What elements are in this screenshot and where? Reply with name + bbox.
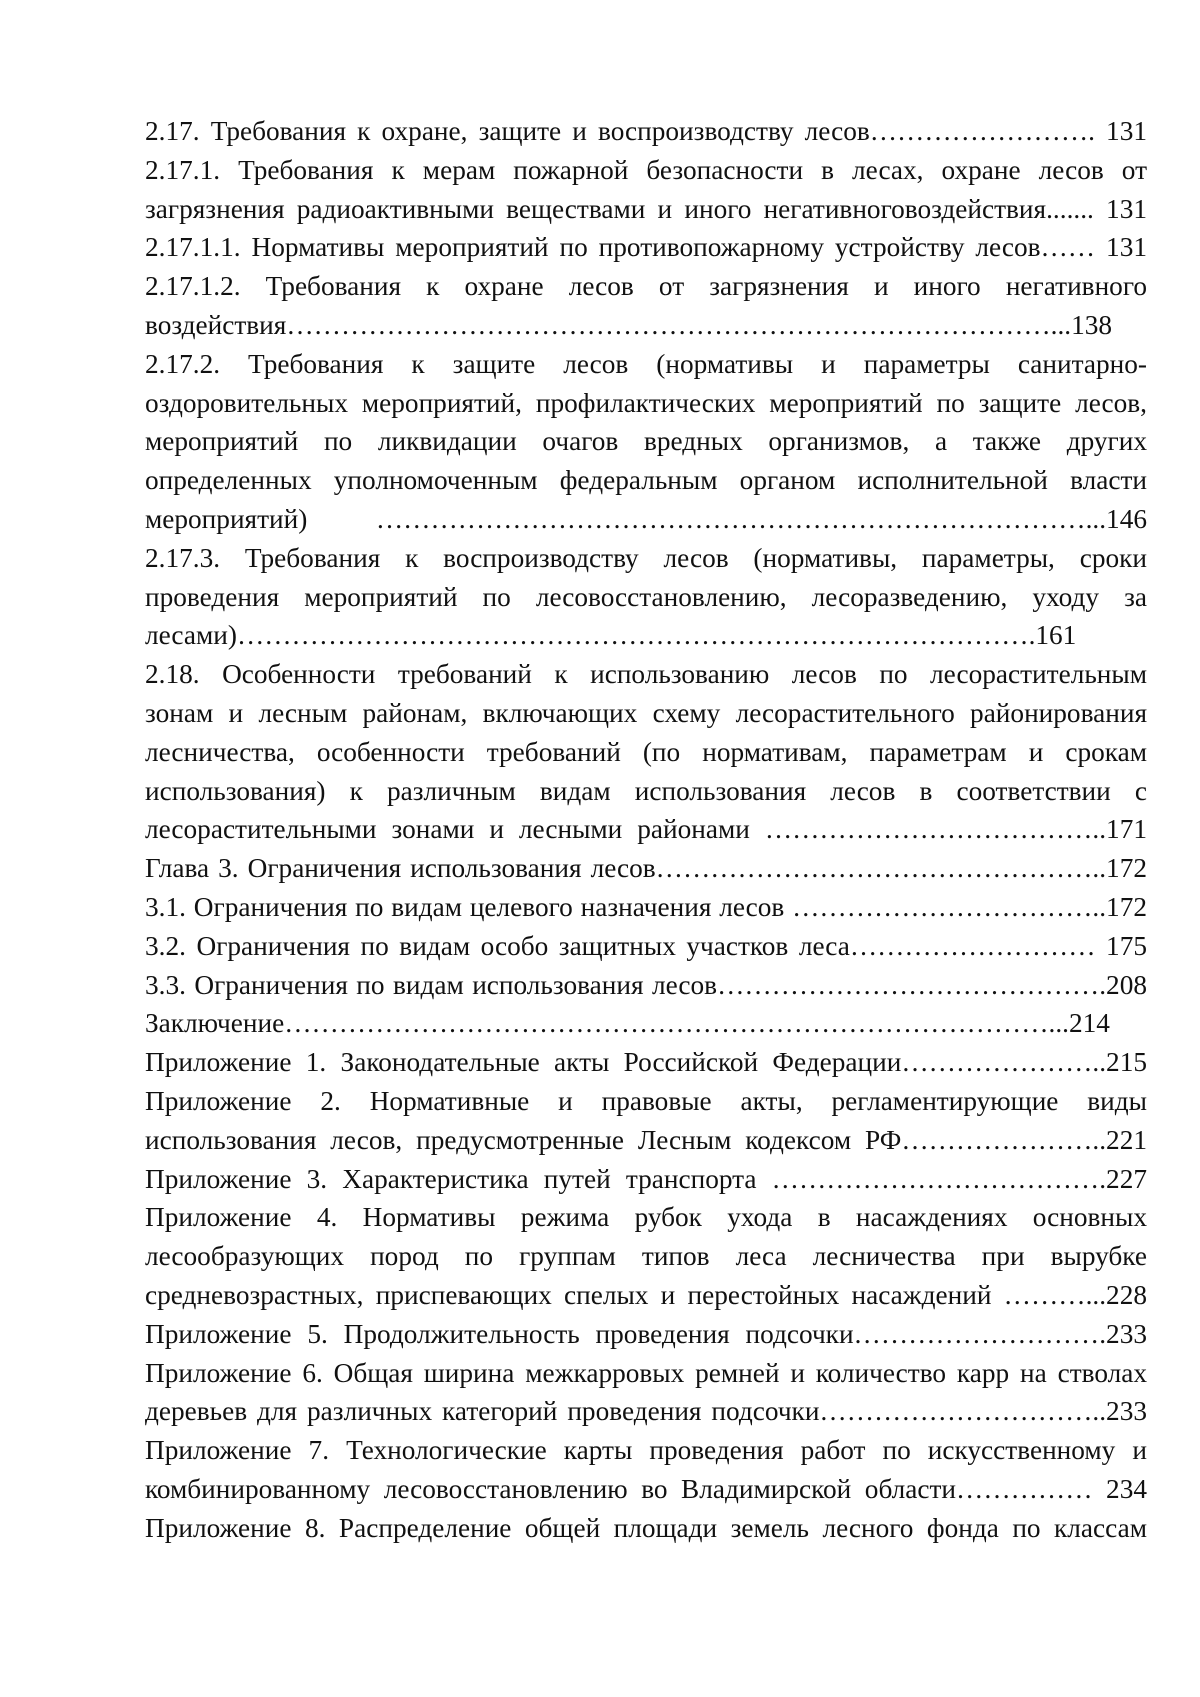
toc-line: мероприятий) ……………………………………………………………………...146 <box>145 503 1147 534</box>
toc-line: комбинированному лесовосстановлению во Владимирской области…………… 234 <box>145 1473 1147 1504</box>
toc-entry <box>145 1082 1147 1160</box>
toc-line: Глава 3. Ограничения использования лесов…………………………………………..172 <box>145 853 1147 884</box>
toc-entry <box>145 655 1147 849</box>
toc-line: использования) к различным видам использования лесов в соответствии с <box>145 775 1147 806</box>
toc-line: Заключение…………………………………………………………………………...214 <box>145 1008 1110 1039</box>
toc-entry <box>145 267 1147 345</box>
toc-line: лесничества, особенности требований (по нормативам, параметрам и срокам <box>145 736 1147 767</box>
toc-line: Приложение 5. Продолжительность проведения подсочки……………………….233 <box>145 1318 1147 1349</box>
toc-entry <box>145 1160 1147 1199</box>
toc-entry <box>145 151 1147 229</box>
toc-entry <box>145 1354 1147 1432</box>
toc-line: Приложение 8. Распределение общей площади земель лесного фонда по классам <box>145 1512 1147 1543</box>
toc-entry <box>145 1198 1147 1314</box>
toc-line: загрязнения радиоактивными веществами и иного негативноговоздействия....... 131 <box>145 193 1147 224</box>
toc-line: 2.18. Особенности требований к использованию лесов по лесорастительным <box>145 659 1147 690</box>
toc-entry <box>145 228 1147 267</box>
toc-entry <box>145 1431 1147 1509</box>
toc-line: 2.17. Требования к охране, защите и воспроизводству лесов……………………. 131 <box>145 116 1147 146</box>
toc-entry <box>145 1043 1147 1082</box>
toc-line: 2.17.1.1. Нормативы мероприятий по противопожарному устройству лесов…… 131 <box>145 232 1147 263</box>
toc-line: Приложение 1. Законодательные акты Российской Федерации…………………..215 <box>145 1047 1147 1078</box>
toc-line: определенных уполномоченным федеральным органом исполнительной власти <box>145 465 1147 496</box>
toc-entry <box>145 112 1147 151</box>
toc-line: Приложение 7. Технологические карты проведения работ по искусственному и <box>145 1435 1147 1466</box>
toc-line: 2.17.3. Требования к воспроизводству лесов (нормативы, параметры, сроки <box>145 542 1147 573</box>
toc-entry <box>145 888 1147 927</box>
toc-line: Приложение 6. Общая ширина межкарровых ремней и количество карр на стволах <box>145 1357 1147 1388</box>
toc-line: 3.3. Ограничения по видам использования лесов…………………………………….208 <box>145 969 1147 1000</box>
toc-line: деревьев для различных категорий проведения подсочки…………………………..233 <box>145 1396 1147 1427</box>
toc-line: 2.17.1. Требования к мерам пожарной безопасности в лесах, охране лесов от <box>145 154 1147 185</box>
toc-line: мероприятий по ликвидации очагов вредных организмов, а также других <box>145 426 1147 457</box>
toc-line: использования лесов, предусмотренные Лесным кодексом РФ…………………..221 <box>145 1124 1147 1155</box>
toc-line: Приложение 4. Нормативы режима рубок ухода в насаждениях основных <box>145 1202 1147 1233</box>
toc-line: 2.17.2. Требования к защите лесов (нормативы и параметры санитарно- <box>145 348 1147 379</box>
toc-line: Приложение 2. Нормативные и правовые акты, регламентирующие виды <box>145 1085 1147 1116</box>
toc-line: лесами)…………………………………………………………………………….161 <box>145 620 1077 651</box>
toc-line: лесообразующих пород по группам типов леса лесничества при вырубке <box>145 1241 1147 1272</box>
toc-entry <box>145 1004 1147 1043</box>
toc-line: средневозрастных, приспевающих спелых и перестойных насаждений ………...228 <box>145 1279 1147 1310</box>
toc-entry <box>145 849 1147 888</box>
toc-line: 3.2. Ограничения по видам особо защитных участков леса……………………… 175 <box>145 930 1147 961</box>
toc-entry <box>145 539 1147 655</box>
toc-line: 3.1. Ограничения по видам целевого назначения лесов ……………………………..172 <box>145 891 1147 922</box>
toc-entry <box>145 966 1147 1005</box>
toc-entry <box>145 1509 1147 1548</box>
toc-entry <box>145 345 1147 539</box>
toc-line: 2.17.1.2. Требования к охране лесов от загрязнения и иного негативного <box>145 271 1147 302</box>
toc-line: зонам и лесным районам, включающих схему лесорастительного районирования <box>145 697 1147 728</box>
table-of-contents <box>145 112 1147 1547</box>
toc-line: воздействия…………………………………………………………………………...138 <box>145 309 1113 340</box>
toc-entry <box>145 927 1147 966</box>
toc-line: оздоровительных мероприятий, профилактических мероприятий по защите лесов, <box>145 387 1147 418</box>
toc-line: Приложение 3. Характеристика путей транспорта ……………………………….227 <box>145 1163 1147 1194</box>
toc-line: проведения мероприятий по лесовосстановлению, лесоразведению, уходу за <box>145 581 1147 612</box>
toc-entry <box>145 1315 1147 1354</box>
toc-line: лесорастительными зонами и лесными районами ………………………………..171 <box>145 814 1147 845</box>
